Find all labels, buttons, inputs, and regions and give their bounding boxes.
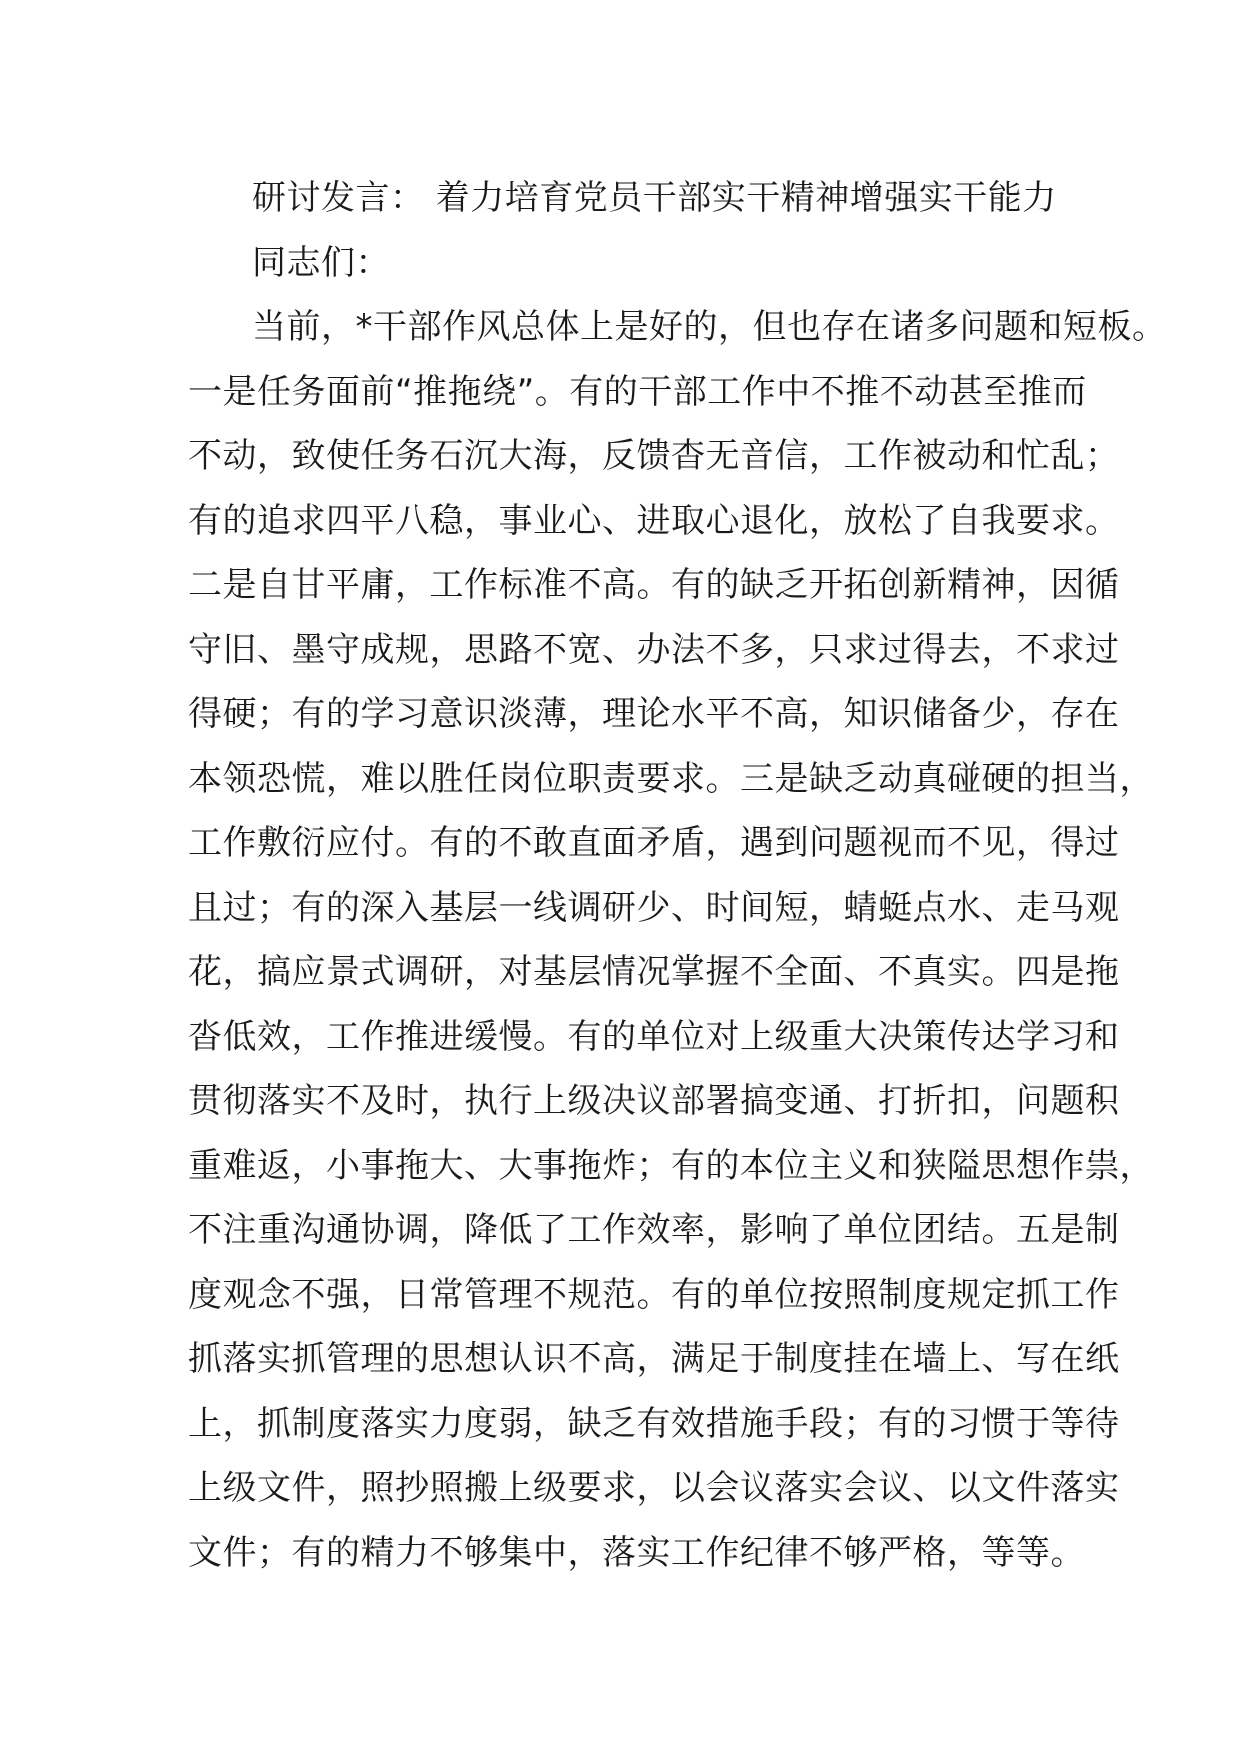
body-line: 工作敷衍应付。有的不敢直面矛盾，遇到问题视而不见，得过 <box>188 823 1120 863</box>
body-line: 上级文件，照抄照搬上级要求，以会议落实会议、以文件落实 <box>188 1468 1120 1508</box>
body-line: 不注重沟通协调，降低了工作效率，影响了单位团结。五是制 <box>188 1210 1120 1250</box>
body-line: 当前，*干部作风总体上是好的，但也存在诸多问题和短板。 <box>252 307 1167 347</box>
body-line: 上，抓制度落实力度弱，缺乏有效措施手段；有的习惯于等待 <box>188 1403 1120 1444</box>
body-line: 沓低效，工作推进缓慢。有的单位对上级重大决策传达学习和 <box>188 1016 1120 1057</box>
body-line: 且过；有的深入基层一线调研少、时间短，蜻蜓点水、走马观 <box>188 887 1120 928</box>
body-line: 花，搞应景式调研，对基层情况掌握不全面、不真实。四是拖 <box>188 952 1120 992</box>
body-line: 守旧、墨守成规，思路不宽、办法不多，只求过得去，不求过 <box>188 629 1120 670</box>
body-line: 抓落实抓管理的思想认识不高，满足于制度挂在墙上、写在纸 <box>188 1339 1120 1379</box>
body-line: 重难返，小事拖大、大事拖炸；有的本位主义和狭隘思想作祟， <box>188 1145 1154 1186</box>
salutation: 同志们： <box>252 242 390 283</box>
body-line: 度观念不强，日常管理不规范。有的单位按照制度规定抓工作 <box>188 1274 1120 1315</box>
body-line: 文件；有的精力不够集中，落实工作纪律不够严格，等等。 <box>188 1532 1085 1573</box>
body-line: 贯彻落实不及时，执行上级决议部署搞变通、打折扣，问题积 <box>188 1081 1120 1121</box>
body-line: 不动，致使任务石沉大海，反馈杳无音信，工作被动和忙乱； <box>188 436 1120 476</box>
document-body <box>188 166 1188 1585</box>
document-title: 研讨发言： 着力培育党员干部实干精神增强实干能力 <box>252 178 1057 218</box>
body-line: 本领恐慌，难以胜任岗位职责要求。三是缺乏动真碰硬的担当， <box>188 758 1154 799</box>
body-line: 有的追求四平八稳，事业心、进取心退化，放松了自我要求。 <box>188 500 1120 541</box>
body-line: 得硬；有的学习意识淡薄，理论水平不高，知识储备少，存在 <box>188 694 1120 734</box>
body-line: 一是任务面前“推拖绕”。有的干部工作中不推不动甚至推而 <box>188 371 1087 412</box>
body-line: 二是自甘平庸，工作标准不高。有的缺乏开拓创新精神，因循 <box>188 565 1120 605</box>
